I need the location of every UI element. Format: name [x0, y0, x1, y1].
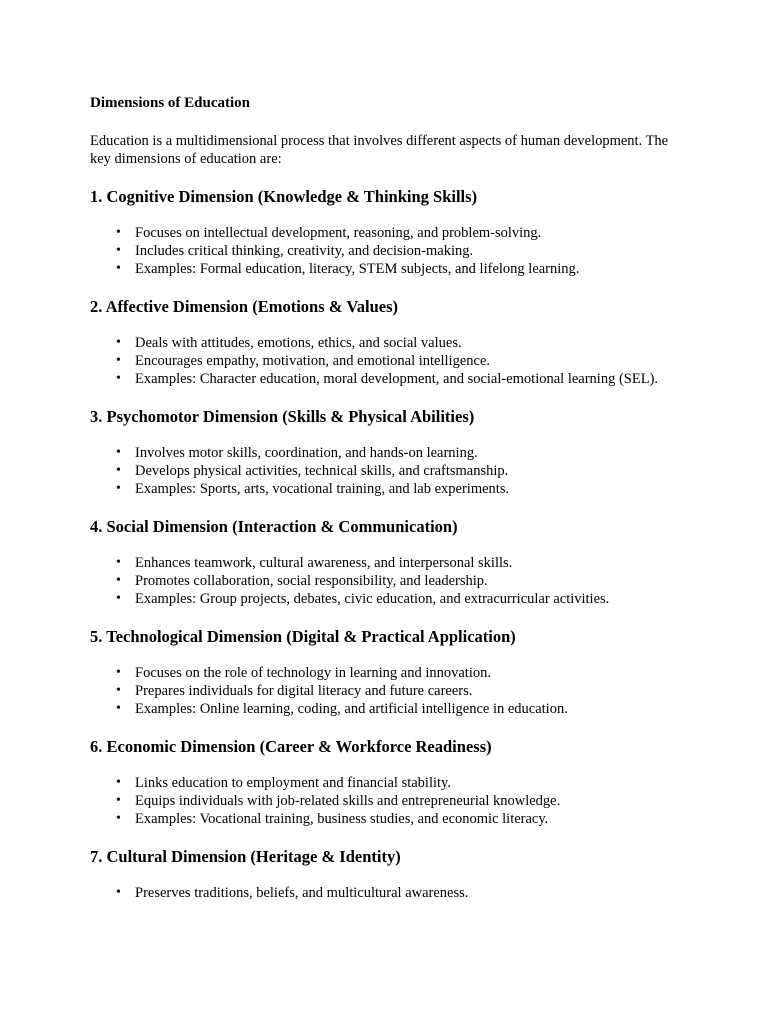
list-item [90, 884, 680, 902]
bullet-icon: • [116, 683, 121, 698]
list-item [90, 554, 680, 572]
list-item [90, 224, 680, 242]
bullet-list [90, 224, 680, 278]
list-item [90, 370, 680, 388]
list-item-text: Examples: Sports, arts, vocational training, and lab experiments. [135, 481, 510, 497]
list-item [90, 682, 680, 700]
bullet-list [90, 884, 680, 902]
list-item-text: Involves motor skills, coordination, and hands-on learning. [135, 445, 478, 461]
list-item [90, 242, 680, 260]
bullet-icon: • [116, 591, 121, 606]
list-item [90, 462, 680, 480]
bullet-icon: • [116, 701, 121, 716]
bullet-icon: • [116, 665, 121, 680]
list-item-text: Enhances teamwork, cultural awareness, and interpersonal skills. [135, 555, 513, 571]
bullet-icon: • [116, 463, 121, 478]
bullet-list [90, 444, 680, 498]
section [90, 187, 680, 278]
bullet-icon: • [116, 555, 121, 570]
list-item-text: Includes critical thinking, creativity, and decision-making. [135, 243, 474, 259]
list-item [90, 810, 680, 828]
document-page [90, 94, 680, 902]
bullet-icon: • [116, 225, 121, 240]
section-heading: 6. Economic Dimension (Career & Workforce Readiness) [90, 737, 492, 756]
intro-paragraph: Education is a multidimensional process that involves different aspects of human development. The key dimensions of education are: [90, 133, 669, 167]
section [90, 407, 680, 498]
list-item-text: Focuses on the role of technology in learning and innovation. [135, 665, 491, 681]
bullet-icon: • [116, 353, 121, 368]
bullet-icon: • [116, 811, 121, 826]
section-heading: 5. Technological Dimension (Digital & Practical Application) [90, 627, 516, 646]
list-item-text: Equips individuals with job-related skills and entrepreneurial knowledge. [135, 793, 561, 809]
list-item-text: Examples: Online learning, coding, and artificial intelligence in education. [135, 701, 568, 717]
list-item-text: Encourages empathy, motivation, and emotional intelligence. [135, 353, 491, 369]
list-item-text: Focuses on intellectual development, reasoning, and problem-solving. [135, 225, 542, 241]
bullet-list [90, 554, 680, 608]
document-title: Dimensions of Education [90, 95, 251, 111]
section [90, 517, 680, 608]
sections-container [90, 187, 680, 902]
list-item-text: Preserves traditions, beliefs, and multicultural awareness. [135, 885, 469, 901]
bullet-icon: • [116, 445, 121, 460]
bullet-list [90, 334, 680, 388]
list-item [90, 700, 680, 718]
section [90, 847, 680, 902]
list-item-text: Examples: Group projects, debates, civic education, and extracurricular activities. [135, 591, 610, 607]
section-heading: 1. Cognitive Dimension (Knowledge & Thinking Skills) [90, 187, 478, 206]
list-item-text: Deals with attitudes, emotions, ethics, and social values. [135, 335, 462, 351]
list-item-text: Examples: Vocational training, business studies, and economic literacy. [135, 811, 549, 827]
bullet-list [90, 774, 680, 828]
bullet-list [90, 664, 680, 718]
bullet-icon: • [116, 793, 121, 808]
section [90, 737, 680, 828]
list-item-text: Promotes collaboration, social responsibility, and leadership. [135, 573, 488, 589]
section [90, 627, 680, 718]
list-item-text: Develops physical activities, technical skills, and craftsmanship. [135, 463, 509, 479]
list-item [90, 590, 680, 608]
list-item [90, 444, 680, 462]
list-item [90, 792, 680, 810]
bullet-icon: • [116, 243, 121, 258]
bullet-icon: • [116, 885, 121, 900]
bullet-icon: • [116, 261, 121, 276]
list-item [90, 260, 680, 278]
section-heading: 2. Affective Dimension (Emotions & Values) [90, 297, 398, 316]
section-heading: 7. Cultural Dimension (Heritage & Identity) [90, 847, 401, 866]
list-item [90, 352, 680, 370]
list-item-text: Examples: Character education, moral development, and social-emotional learning (SEL). [135, 371, 659, 387]
bullet-icon: • [116, 481, 121, 496]
bullet-icon: • [116, 573, 121, 588]
list-item [90, 334, 680, 352]
list-item [90, 480, 680, 498]
list-item [90, 572, 680, 590]
section-heading: 4. Social Dimension (Interaction & Communication) [90, 517, 458, 536]
bullet-icon: • [116, 335, 121, 350]
list-item-text: Examples: Formal education, literacy, STEM subjects, and lifelong learning. [135, 261, 580, 277]
list-item [90, 664, 680, 682]
list-item-text: Links education to employment and financial stability. [135, 775, 451, 791]
section-heading: 3. Psychomotor Dimension (Skills & Physical Abilities) [90, 407, 475, 426]
bullet-icon: • [116, 371, 121, 386]
bullet-icon: • [116, 775, 121, 790]
section [90, 297, 680, 388]
list-item [90, 774, 680, 792]
list-item-text: Prepares individuals for digital literacy and future careers. [135, 683, 473, 699]
